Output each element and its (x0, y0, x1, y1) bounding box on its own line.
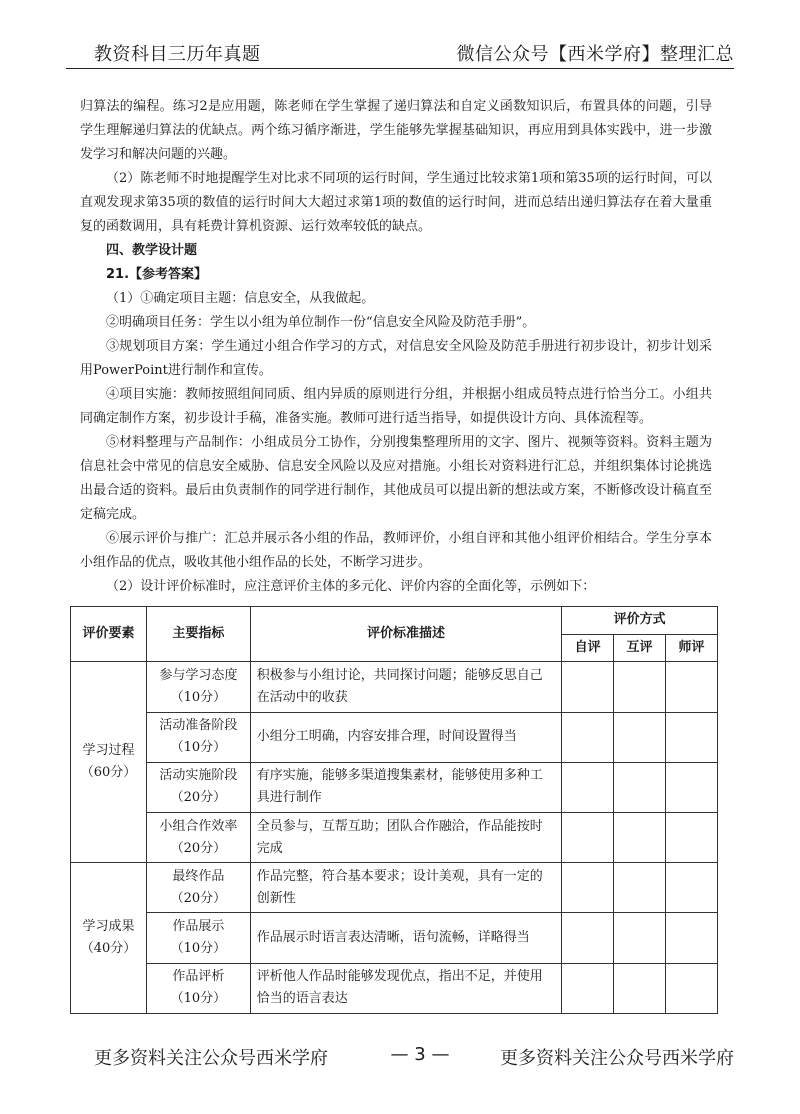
footer-right: 更多资料关注公众号西米学府 (500, 1048, 734, 1069)
indicator-cell (146, 913, 250, 963)
indicator-cell (146, 762, 250, 812)
indicator-score: （20分） (170, 840, 227, 856)
page-footer (66, 1044, 734, 1074)
self-cell (562, 813, 614, 863)
indicator-score: （10分） (170, 740, 227, 756)
table-row (71, 662, 718, 712)
factor-score: （40分） (80, 941, 137, 957)
teacher-cell (666, 863, 718, 913)
indicator-score: （10分） (170, 689, 227, 705)
indicator-score: （20分） (170, 790, 227, 806)
table-row (71, 963, 718, 1013)
table-header-row (71, 607, 718, 635)
teacher-cell (666, 712, 718, 762)
table-row (71, 863, 718, 913)
indicator-cell (146, 712, 250, 762)
peer-cell (614, 813, 666, 863)
self-cell (562, 662, 614, 712)
description-cell: 有序实施，能够多渠道搜集素材，能够使用多种工具进行制作 (250, 762, 561, 812)
answer-4: ④项目实施：教师按照组间同质、组内异质的原则进行分组，并根据小组成员特点进行恰当分工。小组共同确定制作方案，初步设计手稿，准备实施。教师可进行适当指导，如提供设计方向、具体流程等。 (80, 387, 712, 426)
answer-3: ③规划项目方案：学生通过小组合作学习的方式，对信息安全风险及防范手册进行初步设计，初步计划采用PowerPoint进行制作和宣传。 (80, 339, 712, 378)
table-row (71, 913, 718, 963)
header-factor: 评价要素 (71, 607, 147, 662)
description-cell: 评析他人作品时能够发现优点，指出不足，并使用恰当的语言表达 (250, 963, 561, 1013)
header-self: 自评 (562, 634, 614, 662)
indicator-label: 作品展示 (172, 919, 225, 935)
indicator-cell (146, 662, 250, 712)
indicator-cell (146, 813, 250, 863)
header-right-title: 微信公众号【西米学府】整理汇总 (456, 44, 734, 65)
description-cell: 小组分工明确，内容安排合理，时间设置得当 (250, 712, 561, 762)
teacher-cell (666, 913, 718, 963)
factor-label: 学习成果 (82, 919, 135, 935)
description-cell: 积极参与小组讨论，共同探讨问题；能够反思自己在活动中的收获 (250, 662, 561, 712)
paragraph-2: （2）陈老师不时地提醒学生对比求不同项的运行时间，学生通过比较求第1项和第35项的运行时间，可以直观发现求第35项的数值的运行时间大大超过求第1项的数值的运行时间，进而总结出递归算法存在着大量重复的函数调用，具有耗费计算机资源、运行效率较低的缺点。 (80, 171, 712, 234)
paragraph-1: 归算法的编程。练习2是应用题，陈老师在学生掌握了递归算法和自定义函数知识后，布置具体的问题，引导学生理解递归算法的优缺点。两个练习循序渐进，学生能够先掌握基础知识，再应用到具体实践中，进一步激发学习和解决问题的兴趣。 (80, 99, 712, 162)
peer-cell (614, 712, 666, 762)
self-cell (562, 963, 614, 1013)
footer-left: 更多资料关注公众号西米学府 (94, 1048, 328, 1069)
indicator-score: （10分） (170, 991, 227, 1007)
indicator-score: （10分） (170, 941, 227, 957)
peer-cell (614, 762, 666, 812)
header-peer: 互评 (614, 634, 666, 662)
indicator-cell (146, 863, 250, 913)
indicator-score: （20分） (170, 890, 227, 906)
teacher-cell (666, 963, 718, 1013)
answer-6: ⑥展示评价与推广：汇总并展示各小组的作品，教师评价，小组自评和其他小组评价相结合。学生分享本小组作品的优点，吸收其他小组作品的长处，不断学习进步。 (80, 531, 712, 570)
self-cell (562, 863, 614, 913)
teacher-cell (666, 662, 718, 712)
peer-cell (614, 913, 666, 963)
answer-5: ⑤材料整理与产品制作：小组成员分工协作，分别搜集整理所用的文字、图片、视频等资料。资料主题为信息社会中常见的信息安全威胁、信息安全风险以及应对措施。小组长对资料进行汇总，并组织集体讨论挑选出最合适的资料。最后由负责制作的同学进行制作，其他成员可以提出新的想法或方案，不断修改设计稿直至定稿完成。 (80, 435, 712, 522)
description-cell: 全员参与，互帮互助；团队合作融洽，作品能按时完成 (250, 813, 561, 863)
indicator-label: 活动准备阶段 (159, 718, 238, 734)
indicator-label: 作品评析 (172, 969, 225, 985)
header-teacher: 师评 (666, 634, 718, 662)
header-left-title: 教资科目三历年真题 (94, 44, 261, 65)
description-cell: 作品完整，符合基本要求；设计美观，具有一定的创新性 (250, 863, 561, 913)
table-row (71, 712, 718, 762)
table-row (71, 813, 718, 863)
question-heading: 21.【参考答案】 (106, 267, 208, 282)
page-number: — 3 — (390, 1044, 450, 1065)
answer-7: （2）设计评价标准时，应注意评价主体的多元化、评价内容的全面化等，示例如下： (106, 579, 596, 594)
self-cell (562, 913, 614, 963)
page-header (66, 40, 734, 69)
header-indicator: 主要指标 (146, 607, 250, 662)
answer-2: ②明确项目任务：学生以小组为单位制作一份“信息安全风险及防范手册”。 (106, 315, 536, 330)
teacher-cell (666, 813, 718, 863)
header-description: 评价标准描述 (250, 607, 561, 662)
indicator-label: 活动实施阶段 (159, 768, 238, 784)
self-cell (562, 762, 614, 812)
table-row (71, 762, 718, 812)
self-cell (562, 712, 614, 762)
factor-cell (71, 662, 147, 863)
indicator-label: 参与学习态度 (159, 667, 238, 683)
page-body (80, 95, 712, 599)
factor-score: （60分） (80, 765, 137, 781)
peer-cell (614, 662, 666, 712)
peer-cell (614, 963, 666, 1013)
teacher-cell (666, 762, 718, 812)
description-cell: 作品展示时语言表达清晰，语句流畅，详略得当 (250, 913, 561, 963)
section-heading: 四、教学设计题 (106, 243, 198, 258)
indicator-label: 最终作品 (172, 868, 225, 884)
indicator-label: 小组合作效率 (159, 818, 238, 834)
header-method: 评价方式 (562, 607, 718, 635)
answer-1: （1）①确定项目主题：信息安全，从我做起。 (106, 291, 375, 306)
factor-label: 学习过程 (82, 743, 135, 759)
factor-cell (71, 863, 147, 1014)
evaluation-table (70, 606, 718, 1014)
indicator-cell (146, 963, 250, 1013)
peer-cell (614, 863, 666, 913)
